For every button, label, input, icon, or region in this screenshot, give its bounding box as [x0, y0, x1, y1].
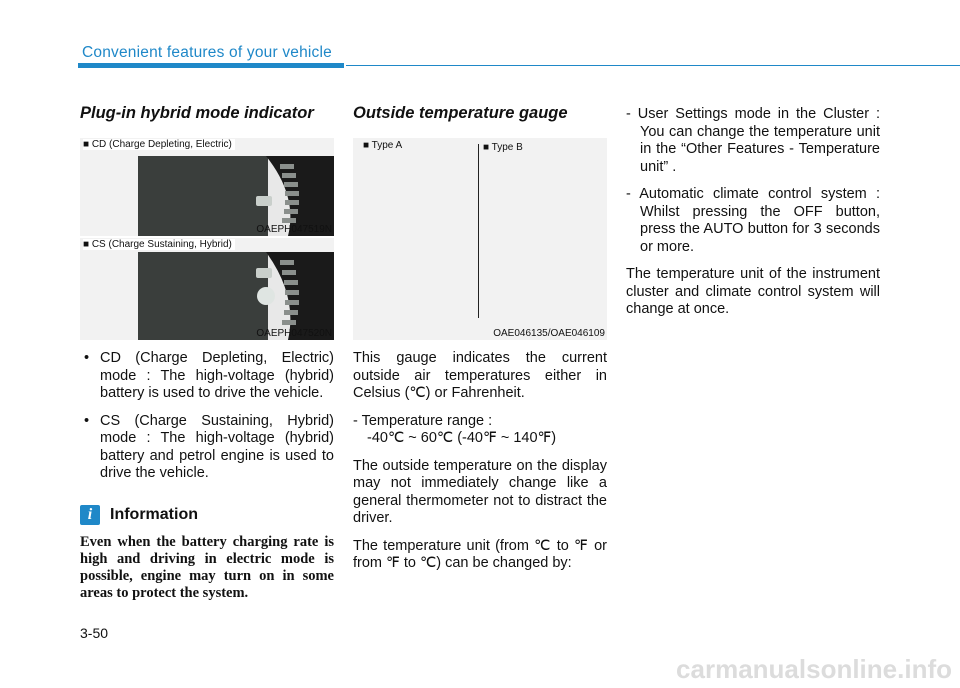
hybrid-indicator-icon: [257, 287, 275, 305]
cd-mode-caption: ■ CD (Charge Depleting, Electric): [83, 139, 235, 150]
watermark: carmanualsonline.info: [676, 654, 952, 684]
ev-indicator-icon: [256, 196, 272, 206]
cs-mode-figure: [80, 236, 334, 340]
information-body: Even when the battery charging rate is high and driving in electric mode is possible, engine may turn on in some areas to protect the system.: [80, 533, 334, 601]
temperature-figure-code: OAE046135/OAE046109: [493, 328, 605, 339]
temperature-range-value: -40℃ ~ 60℃ (-40℉ ~ 140℉): [367, 430, 557, 446]
information-icon: i: [80, 505, 100, 525]
left-column: [80, 104, 334, 602]
cs-mode-figure-code: OAEPH047520N: [256, 328, 332, 339]
temperature-gauge-figure: [353, 138, 607, 340]
outside-temperature-title: Outside temperature gauge: [353, 104, 568, 122]
type-a-caption: ■ Type A: [363, 140, 403, 151]
type-b-caption: ■ Type B: [483, 142, 523, 153]
page-number: 3-50: [80, 625, 109, 641]
right-column: [626, 104, 880, 319]
figure-divider: [478, 144, 479, 318]
unit-change-intro: The temperature unit (from ℃ to ℉ or from ℉ to ℃) can be changed by:: [353, 537, 607, 571]
bullet-cd-mode: • CD (Charge Depleting, Electric) mode : The high-voltage (hybrid) battery is used to drive the vehicle.: [80, 350, 334, 403]
display-delay-note: The outside temperature on the display may not immediately change like a general thermometer not to distract the driver.: [353, 457, 607, 526]
header-rule-thick: [78, 63, 344, 68]
cluster-gauge-graphic: [138, 252, 334, 340]
ev-indicator-icon: [256, 268, 272, 278]
cd-mode-figure: [80, 138, 334, 236]
unit-change-note: The temperature unit of the instrument cluster and climate control system will change at once.: [626, 266, 880, 317]
information-label: Information: [110, 505, 198, 523]
unit-change-climate: - Automatic climate control system : Whilst pressing the OFF button, press the AUTO button for 3 seconds or more.: [626, 186, 880, 255]
header-rule-thin: [346, 65, 960, 66]
temperature-range-label: - Temperature range :: [353, 412, 493, 429]
section-header-title: Convenient features of your vehicle: [82, 44, 332, 61]
unit-change-cluster: - User Settings mode in the Cluster : You can change the temperature unit in the “Other Features - Temperature unit” .: [626, 106, 880, 175]
plugin-hybrid-title: Plug-in hybrid mode indicator: [80, 104, 314, 122]
information-heading: [80, 505, 334, 525]
middle-column: [353, 104, 607, 573]
bullet-cs-mode: • CS (Charge Sustaining, Hybrid) mode : The high-voltage (hybrid) battery and petrol engine is used to drive the vehicle.: [80, 413, 334, 483]
gauge-description: This gauge indicates the current outside air temperatures either in Celsius (℃) or Fahrenheit.: [353, 350, 607, 401]
cs-mode-caption: ■ CS (Charge Sustaining, Hybrid): [83, 239, 235, 250]
cd-mode-figure-code: OAEPH047519N: [256, 224, 332, 235]
